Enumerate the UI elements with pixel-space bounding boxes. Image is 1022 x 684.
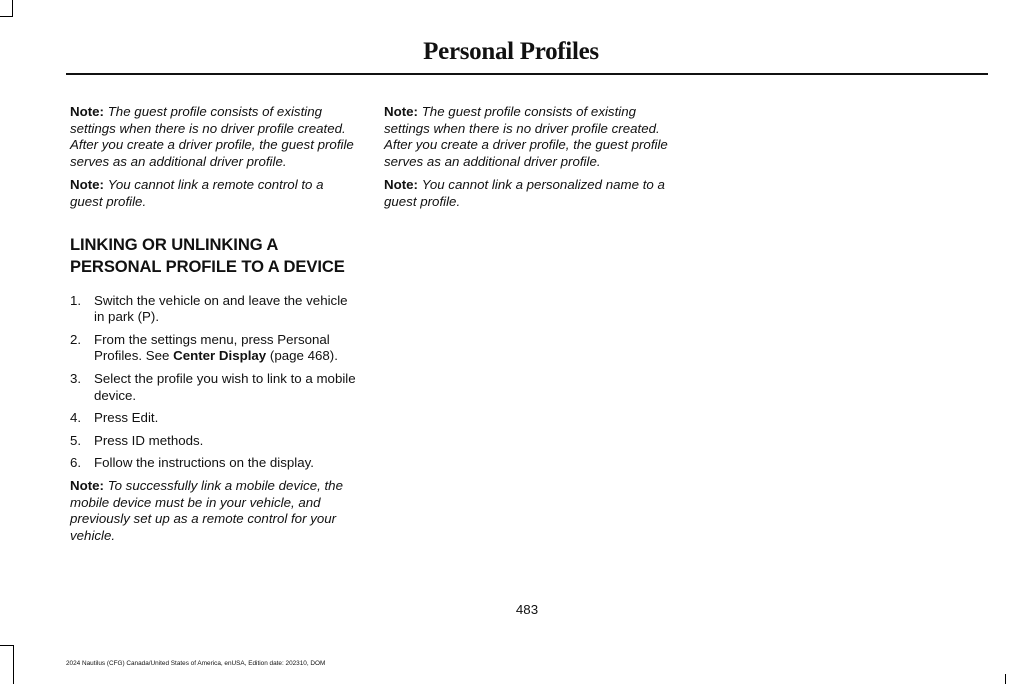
crop-mark — [0, 16, 12, 17]
center-display-link[interactable]: Center Display — [173, 348, 267, 364]
crop-mark — [0, 645, 13, 646]
section-heading: LINKING OR UNLINKING A PERSONAL PROFILE TO A DEVICE — [70, 234, 345, 276]
title-divider — [66, 73, 988, 75]
step-text: Select the profile you wish to link to a mobile device. — [94, 370, 356, 403]
page-title: Personal Profiles — [423, 38, 599, 65]
note-label: Note: — [384, 177, 418, 193]
note-label: Note: — [70, 104, 104, 119]
note-mobile-device — [70, 478, 358, 544]
list-item — [70, 293, 358, 326]
step-text: Follow the instructions on the display. — [94, 455, 315, 471]
crop-mark — [1005, 674, 1006, 684]
note-text: The guest profile consists of existing settings when there is no driver profile created. After you create a driver profile, the guest profile serves as an additional driver profile. — [70, 104, 354, 169]
step-number: 6. — [70, 455, 82, 471]
note-label: Note: — [70, 177, 104, 193]
step-text: From the settings menu, press Personal Profiles. See — [94, 331, 330, 364]
list-item — [70, 332, 358, 365]
step-number: 4. — [70, 410, 82, 426]
note-label: Note: — [384, 104, 418, 119]
step-text: (page 468). — [266, 348, 338, 364]
note-guest-profile — [384, 104, 672, 170]
step-text: Press Edit. — [94, 410, 159, 426]
step-text: Press ID methods. — [94, 432, 204, 448]
step-text: Switch the vehicle on and leave the vehicle in park (P). — [94, 292, 348, 325]
list-item — [70, 455, 358, 472]
note-guest-profile — [70, 104, 358, 170]
note-personalized-name — [384, 177, 672, 210]
step-number: 2. — [70, 331, 82, 347]
step-number: 3. — [70, 370, 82, 386]
note-text: You cannot link a remote control to a guest profile. — [70, 177, 324, 209]
note-text: You cannot link a personalized name to a guest profile. — [384, 177, 665, 209]
note-remote-control — [70, 177, 358, 210]
note-text: The guest profile consists of existing settings when there is no driver profile created. After you create a driver profile, the guest profile serves as an additional driver profile. — [384, 104, 668, 169]
crop-mark — [12, 0, 13, 17]
list-item — [70, 410, 358, 427]
step-number: 5. — [70, 432, 82, 448]
footer-edition-info: 2024 Nautilus (CFG) Canada/United States of America, enUSA, Edition date: 202310, DOM — [66, 660, 326, 667]
list-item — [70, 371, 358, 404]
left-column — [70, 104, 358, 551]
note-text: To successfully link a mobile device, the mobile device must be in your vehicle, and previously set up as a remote control for your vehicle. — [70, 477, 343, 543]
steps-list — [70, 293, 358, 472]
list-item — [70, 433, 358, 450]
note-label: Note: — [70, 477, 104, 493]
crop-mark — [13, 645, 14, 684]
page-number: 483 — [515, 602, 539, 617]
right-column — [384, 104, 672, 218]
step-number: 1. — [70, 292, 82, 308]
